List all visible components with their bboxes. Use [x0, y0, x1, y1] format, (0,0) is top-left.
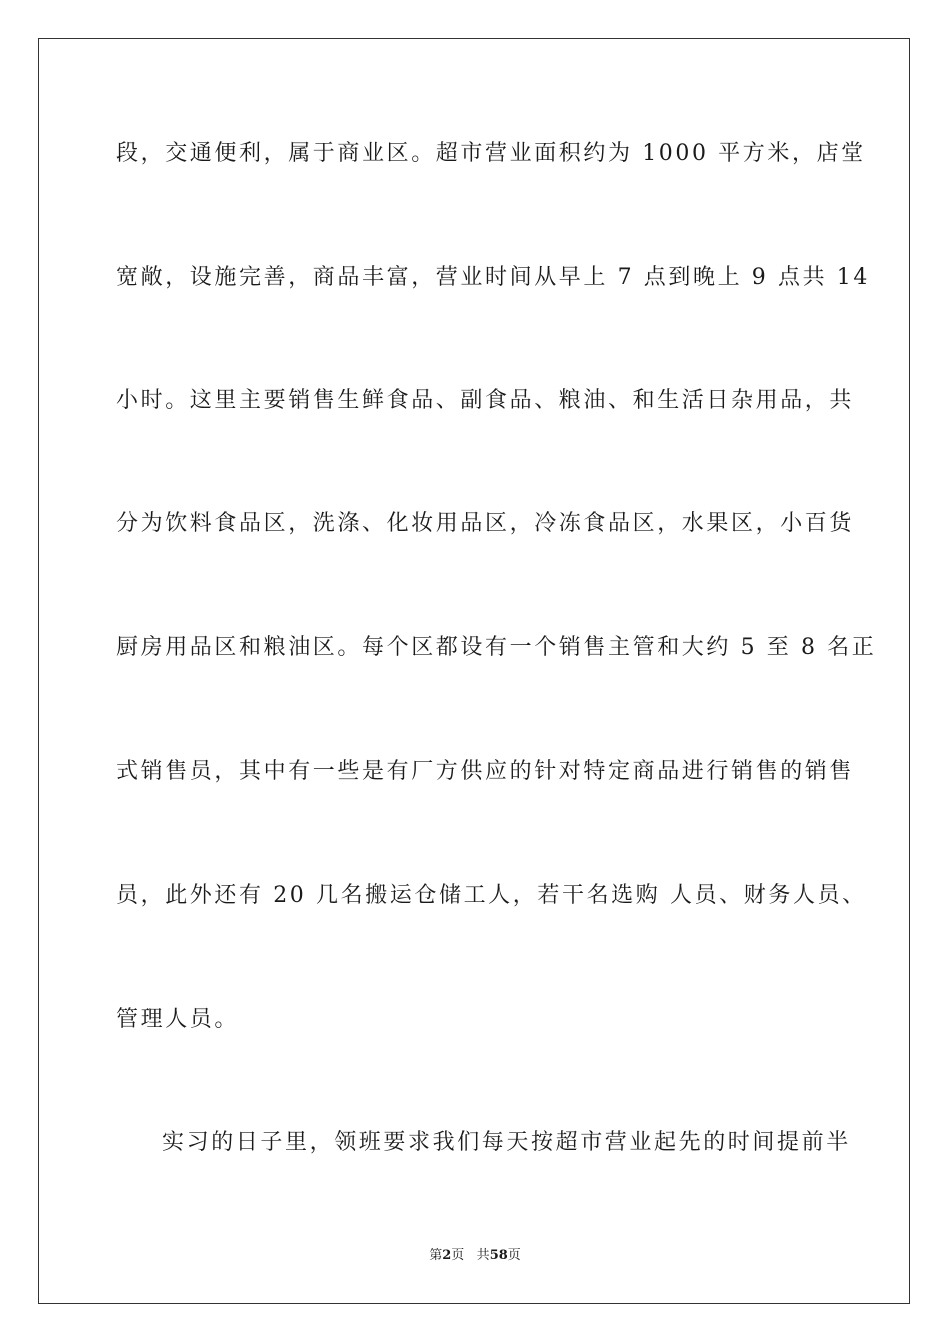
footer-total-prefix: 共: [476, 1248, 490, 1263]
body-text-line: 段，交通便利，属于商业区。超市营业面积约为 1000 平方米，店堂: [116, 141, 866, 166]
body-text-line: 式销售员，其中有一些是有厂方供应的针对特定商品进行销售的销售: [116, 759, 855, 784]
body-text-line: 厨房用品区和粮油区。每个区都设有一个销售主管和大约 5 至 8 名正: [116, 635, 877, 660]
body-text-line: 员，此外还有 20 几名搬运仓储工人，若干名选购 人员、财务人员、: [116, 883, 867, 908]
body-text-line: 分为饮料食品区，洗涤、化妆用品区，冷冻食品区，水果区，小百货: [116, 511, 855, 536]
total-page-count: 58: [489, 1248, 508, 1263]
body-text-line: 小时。这里主要销售生鲜食品、副食品、粮油、和生活日杂用品，共: [116, 388, 855, 413]
page-footer: [0, 1247, 950, 1265]
body-text-line: 宽敞，设施完善，商品丰富，营业时间从早上 7 点到晚上 9 点共 14: [116, 265, 870, 290]
footer-page-suffix: 页: [451, 1248, 465, 1263]
page-border: [38, 38, 910, 1304]
footer-prefix: 第: [429, 1248, 443, 1263]
paragraph-first-line: 实习的日子里，领班要求我们每天按超市营业起先的时间提前半: [162, 1130, 851, 1155]
current-page-number: 2: [442, 1248, 452, 1263]
footer-total-suffix: 页: [507, 1248, 521, 1263]
body-text-line: 管理人员。: [116, 1007, 240, 1032]
